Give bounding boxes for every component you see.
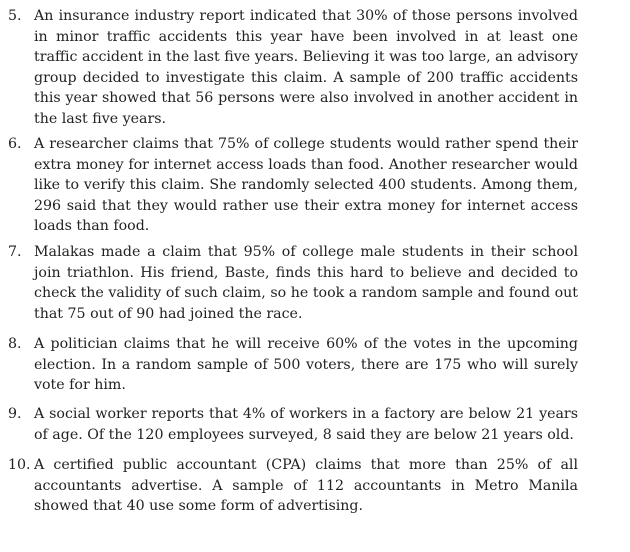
problem-number: 5.	[8, 8, 22, 24]
problem-number: 6.	[8, 136, 22, 152]
problem-text: A researcher claims that 75% of college students would rather spend their extra money for internet access loads than food. Another researcher would like to verify this claim. She randomly selected 400 students. Among them, 296 said that they would rather use their extra money for internet access loads than food.	[34, 136, 578, 234]
problem-text: An insurance industry report indicated that 30% of those persons involved in minor traffic accidents this year have been involved in at least one traffic accident in the last five years. Believing it was too large, an advisory group decided to investigate this claim. A sample of 200 traffic accidents this year showed that 56 persons were also involved in another accident in the last five years.	[34, 8, 578, 127]
problem-number: 7.	[8, 244, 22, 260]
problem-number: 8.	[8, 336, 22, 352]
problem-text: A politician claims that he will receive 60% of the votes in the upcoming election. In a random sample of 500 voters, there are 175 who will surely vote for him.	[34, 336, 578, 393]
problem-text: A social worker reports that 4% of workers in a factory are below 21 years of age. Of the 120 employees surveyed, 8 said they are below 21 years old.	[34, 406, 578, 443]
problem-number: 9.	[8, 406, 22, 422]
problem-text: A certified public accountant (CPA) claims that more than 25% of all accountants advertise. A sample of 112 accountants in Metro Manila showed that 40 use some form of advertising.	[34, 457, 578, 514]
problem-text: Malakas made a claim that 95% of college male students in their school join triathlon. His friend, Baste, finds this hard to believe and decided to check the validity of such claim, so he took a random sample and found out that 75 out of 90 had joined the race.	[34, 244, 578, 322]
problem-number: 10.	[8, 457, 31, 473]
